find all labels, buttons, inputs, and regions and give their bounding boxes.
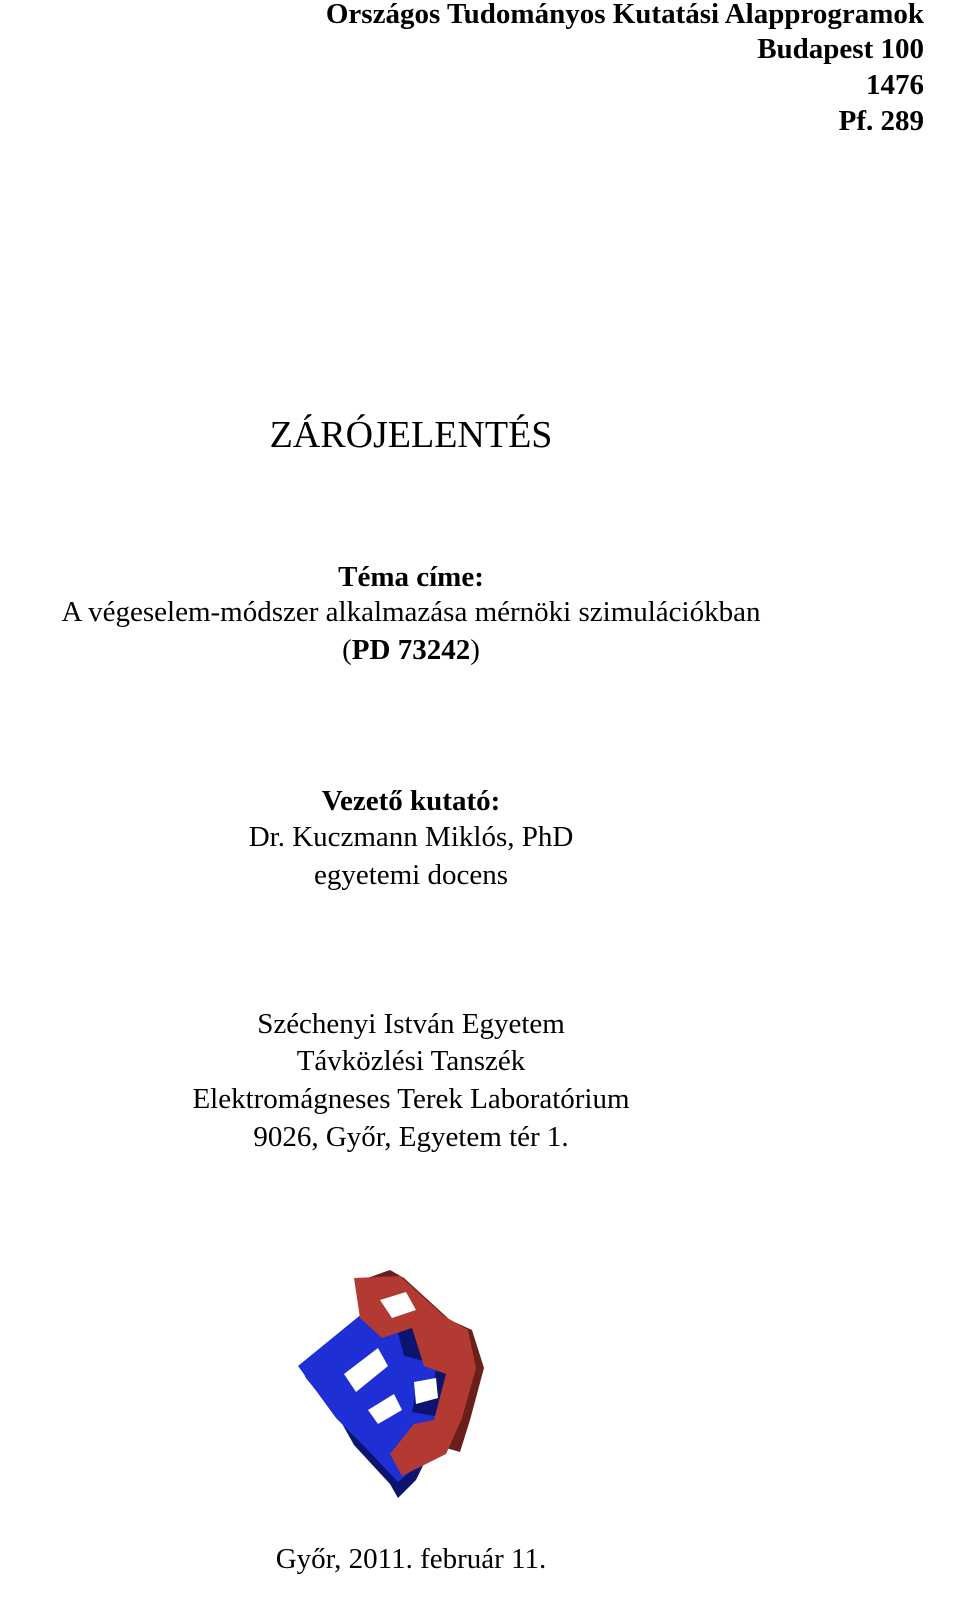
researcher-position: egyetemi docens: [313, 859, 509, 891]
researcher-name: Dr. Kuczmann Miklós, PhD: [248, 821, 574, 853]
topic-text: A végeselem-módszer alkalmazása mérnöki szimulációkban: [61, 596, 761, 628]
laboratory-name: Elektromágneses Terek Laboratórium: [192, 1083, 630, 1115]
university-name: Széchenyi István Egyetem: [257, 1008, 565, 1040]
institution-address: 9026, Győr, Egyetem tér 1.: [253, 1121, 569, 1153]
document-title: ZÁRÓJELENTÉS: [269, 414, 553, 456]
project-code: PD 73242: [351, 634, 471, 666]
project-code-line: [0, 632, 822, 668]
university-logo-icon: [296, 1270, 520, 1502]
department-name: Távközlési Tanszék: [296, 1045, 526, 1077]
code-close-paren: ): [470, 634, 480, 666]
postal-code: 1476: [866, 69, 924, 101]
topic-label: Téma címe:: [338, 561, 484, 593]
organization-name: Országos Tudományos Kutatási Alapprogramok: [325, 0, 924, 30]
researcher-label: Vezető kutató:: [321, 785, 501, 817]
city-line: Budapest 100: [757, 33, 924, 65]
place-and-date: Győr, 2011. február 11.: [275, 1543, 547, 1575]
po-box: Pf. 289: [838, 105, 924, 137]
code-open-paren: (: [342, 634, 352, 666]
